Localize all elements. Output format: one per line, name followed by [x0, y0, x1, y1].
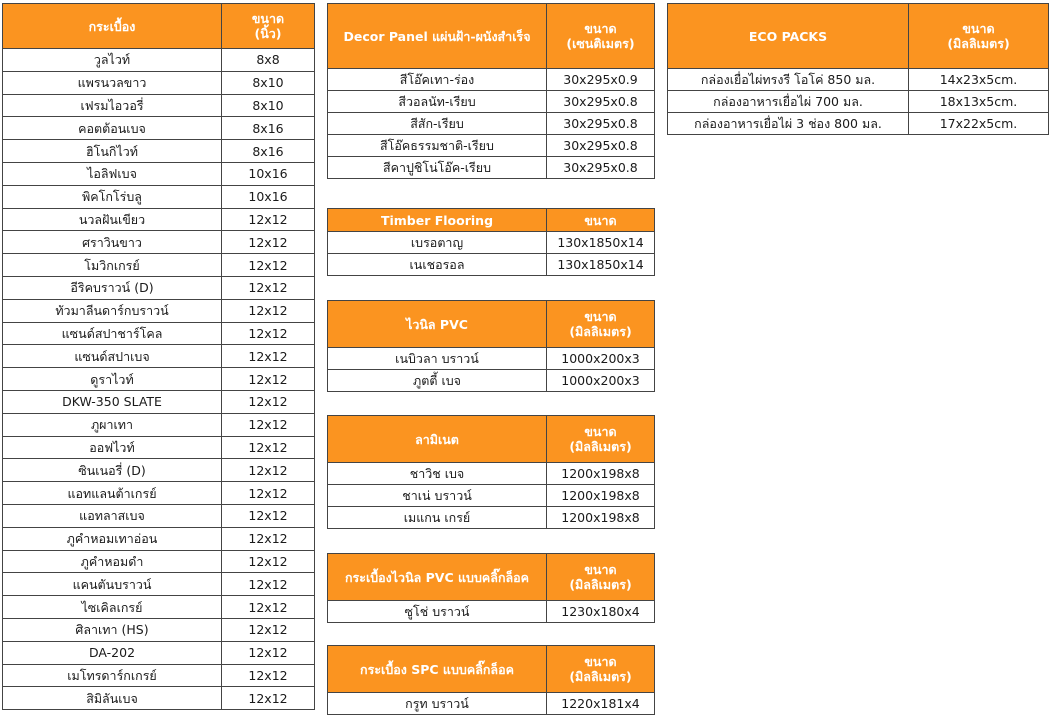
header-name: ลามิเนต: [328, 416, 547, 463]
item-size: 12x12: [222, 345, 315, 368]
item-name: ซูโช่ บราวน์: [328, 601, 547, 623]
item-size: 8x8: [222, 49, 315, 72]
item-size: 12x12: [222, 231, 315, 254]
table-row: [328, 157, 655, 179]
item-size: 1200x198x8: [547, 507, 655, 529]
item-size: 8x10: [222, 71, 315, 94]
header-name: ไวนิล PVC: [328, 301, 547, 348]
item-size: 12x12: [222, 641, 315, 664]
item-size: 14x23x5cm.: [909, 69, 1049, 91]
table-row: [328, 370, 655, 392]
item-name: เมโทรดาร์กเกรย์: [3, 664, 222, 687]
table-row: [3, 345, 315, 368]
item-size: 17x22x5cm.: [909, 113, 1049, 135]
table-row: [3, 390, 315, 413]
item-name: ไอลิฟเบจ: [3, 162, 222, 185]
table-row: [3, 140, 315, 163]
item-name: ทัวมาลีนดาร์กบราวน์: [3, 299, 222, 322]
item-name: ชาวิช เบจ: [328, 463, 547, 485]
item-name: กรูท บราวน์: [328, 693, 547, 715]
item-name: คอตต้อนเบจ: [3, 117, 222, 140]
table-row: [328, 254, 655, 276]
item-size: 1000x200x3: [547, 348, 655, 370]
item-name: ดูราไวท์: [3, 368, 222, 391]
header-row: [3, 4, 315, 49]
table-row: [328, 601, 655, 623]
item-size: 10x16: [222, 185, 315, 208]
item-name: DKW-350 SLATE: [3, 390, 222, 413]
item-size: 1200x198x8: [547, 485, 655, 507]
item-name: ชาเน่ บราวน์: [328, 485, 547, 507]
table-row: [328, 113, 655, 135]
item-size: 1000x200x3: [547, 370, 655, 392]
header-name: กระเบื้องไวนิล PVC แบบคลิ๊กล็อค: [328, 554, 547, 601]
table-row: [3, 504, 315, 527]
item-name: ภูคำหอมเทาอ่อน: [3, 527, 222, 550]
decor-panel-table: [327, 3, 655, 179]
item-size: 12x12: [222, 254, 315, 277]
item-size: 30x295x0.8: [547, 91, 655, 113]
header-size: ขนาด (นิ้ว): [222, 4, 315, 49]
item-size: 12x12: [222, 573, 315, 596]
table-row: [668, 69, 1049, 91]
item-size: 12x12: [222, 482, 315, 505]
table-row: [3, 94, 315, 117]
table-row: [3, 254, 315, 277]
table-row: [328, 91, 655, 113]
item-size: 1200x198x8: [547, 463, 655, 485]
header-name: ECO PACKS: [668, 4, 909, 69]
table-row: [328, 69, 655, 91]
table-row: [3, 459, 315, 482]
table-row: [328, 135, 655, 157]
item-name: ภูตตี้ เบจ: [328, 370, 547, 392]
table-row: [328, 693, 655, 715]
item-size: 12x12: [222, 299, 315, 322]
item-size: 30x295x0.8: [547, 157, 655, 179]
item-name: เบรอตาญ: [328, 232, 547, 254]
item-size: 12x12: [222, 208, 315, 231]
vinyl-pvc-table: [327, 300, 655, 392]
table-row: [328, 485, 655, 507]
table-row: [3, 231, 315, 254]
table-row: [3, 368, 315, 391]
table-row: [3, 573, 315, 596]
table-row: [3, 162, 315, 185]
table-row: [3, 687, 315, 710]
item-name: ภูคำหอมดำ: [3, 550, 222, 573]
item-size: 30x295x0.9: [547, 69, 655, 91]
laminate-table: [327, 415, 655, 529]
header-name: Timber Flooring: [328, 209, 547, 232]
item-name: วูลไวท์: [3, 49, 222, 72]
item-size: 12x12: [222, 687, 315, 710]
table-row: [3, 482, 315, 505]
header-row: [668, 4, 1049, 69]
item-name: เนเชอรอล: [328, 254, 547, 276]
item-size: 12x12: [222, 368, 315, 391]
table-row: [3, 276, 315, 299]
item-size: 1220x181x4: [547, 693, 655, 715]
table-row: [3, 185, 315, 208]
item-size: 12x12: [222, 413, 315, 436]
item-size: 12x12: [222, 459, 315, 482]
item-name: เมแกน เกรย์: [328, 507, 547, 529]
table-row: [3, 208, 315, 231]
table-row: [3, 117, 315, 140]
item-name: ศิลาเทา (HS): [3, 618, 222, 641]
table-row: [3, 436, 315, 459]
tiles-table: [2, 3, 315, 710]
item-name: สีโอ๊คธรรมชาติ-เรียบ: [328, 135, 547, 157]
table-row: [3, 596, 315, 619]
header-size: ขนาด (มิลลิเมตร): [547, 416, 655, 463]
item-size: 12x12: [222, 664, 315, 687]
header-name: กระเบื้อง SPC แบบคลิ๊กล็อค: [328, 646, 547, 693]
header-row: [328, 4, 655, 69]
header-row: [328, 646, 655, 693]
header-row: [328, 301, 655, 348]
item-name: กล่องอาหารเยื่อไผ่ 3 ช่อง 800 มล.: [668, 113, 909, 135]
item-name: แพรนวลขาว: [3, 71, 222, 94]
table-row: [3, 550, 315, 573]
item-name: ภูผาเทา: [3, 413, 222, 436]
item-name: แคนตันบราวน์: [3, 573, 222, 596]
item-size: 10x16: [222, 162, 315, 185]
table-row: [3, 49, 315, 72]
item-name: แซนด์สปาเบจ: [3, 345, 222, 368]
item-name: ไซเคิลเกรย์: [3, 596, 222, 619]
item-size: 12x12: [222, 322, 315, 345]
item-size: 8x10: [222, 94, 315, 117]
item-name: สีสัก-เรียบ: [328, 113, 547, 135]
item-size: 12x12: [222, 550, 315, 573]
item-size: 12x12: [222, 504, 315, 527]
item-size: 130x1850x14: [547, 254, 655, 276]
header-size: ขนาด (มิลลิเมตร): [909, 4, 1049, 69]
item-name: แอทลาสเบจ: [3, 504, 222, 527]
item-name: ออฟไวท์: [3, 436, 222, 459]
item-size: 1230x180x4: [547, 601, 655, 623]
item-name: นวลฝันเขียว: [3, 208, 222, 231]
header-row: [328, 416, 655, 463]
item-name: ฮิโนกิไวท์: [3, 140, 222, 163]
table-row: [328, 232, 655, 254]
item-size: 130x1850x14: [547, 232, 655, 254]
item-name: พิคโกโร่บลู: [3, 185, 222, 208]
item-name: กล่องอาหารเยื่อไผ่ 700 มล.: [668, 91, 909, 113]
item-name: เฟรมไอวอรี่: [3, 94, 222, 117]
item-name: แซนด์สปาชาร์โคล: [3, 322, 222, 345]
item-name: เนบิวลา บราวน์: [328, 348, 547, 370]
item-size: 8x16: [222, 140, 315, 163]
header-size: ขนาด (มิลลิเมตร): [547, 301, 655, 348]
item-name: โมวิกเกรย์: [3, 254, 222, 277]
item-name: อีริคบราวน์ (D): [3, 276, 222, 299]
table-row: [3, 413, 315, 436]
vinyl-click-lock-table: [327, 553, 655, 623]
header-size: ขนาด (มิลลิเมตร): [547, 646, 655, 693]
header-row: [328, 554, 655, 601]
item-size: 12x12: [222, 276, 315, 299]
table-row: [668, 91, 1049, 113]
table-row: [3, 527, 315, 550]
item-size: 12x12: [222, 390, 315, 413]
item-size: 18x13x5cm.: [909, 91, 1049, 113]
item-name: ศราวินขาว: [3, 231, 222, 254]
item-size: 12x12: [222, 436, 315, 459]
item-size: 8x16: [222, 117, 315, 140]
table-row: [3, 299, 315, 322]
table-row: [328, 463, 655, 485]
item-size: 30x295x0.8: [547, 135, 655, 157]
timber-flooring-table: [327, 208, 655, 276]
item-name: DA-202: [3, 641, 222, 664]
table-row: [3, 322, 315, 345]
item-size: 12x12: [222, 618, 315, 641]
eco-packs-table: [667, 3, 1049, 135]
item-size: 12x12: [222, 596, 315, 619]
table-row: [668, 113, 1049, 135]
item-name: สิมิลันเบจ: [3, 687, 222, 710]
table-row: [3, 641, 315, 664]
header-size: ขนาด (มิลลิเมตร): [547, 554, 655, 601]
item-name: สีวอลนัท-เรียบ: [328, 91, 547, 113]
header-size: ขนาด: [547, 209, 655, 232]
item-name: สีโอ๊คเทา-ร่อง: [328, 69, 547, 91]
table-row: [328, 348, 655, 370]
item-size: 12x12: [222, 527, 315, 550]
table-row: [3, 71, 315, 94]
header-name: Decor Panel แผ่นฝ้า-ผนังสำเร็จ: [328, 4, 547, 69]
item-size: 30x295x0.8: [547, 113, 655, 135]
item-name: กล่องเยื่อไผ่ทรงรี โอโค่ 850 มล.: [668, 69, 909, 91]
item-name: สีคาปูชิโน่โอ๊ค-เรียบ: [328, 157, 547, 179]
table-row: [3, 618, 315, 641]
header-size: ขนาด (เซนติเมตร): [547, 4, 655, 69]
table-row: [328, 507, 655, 529]
spc-click-lock-table: [327, 645, 655, 715]
header-name: กระเบื้อง: [3, 4, 222, 49]
header-row: [328, 209, 655, 232]
item-name: แอทแลนต้าเกรย์: [3, 482, 222, 505]
item-name: ซินเนอรี่ (D): [3, 459, 222, 482]
table-row: [3, 664, 315, 687]
